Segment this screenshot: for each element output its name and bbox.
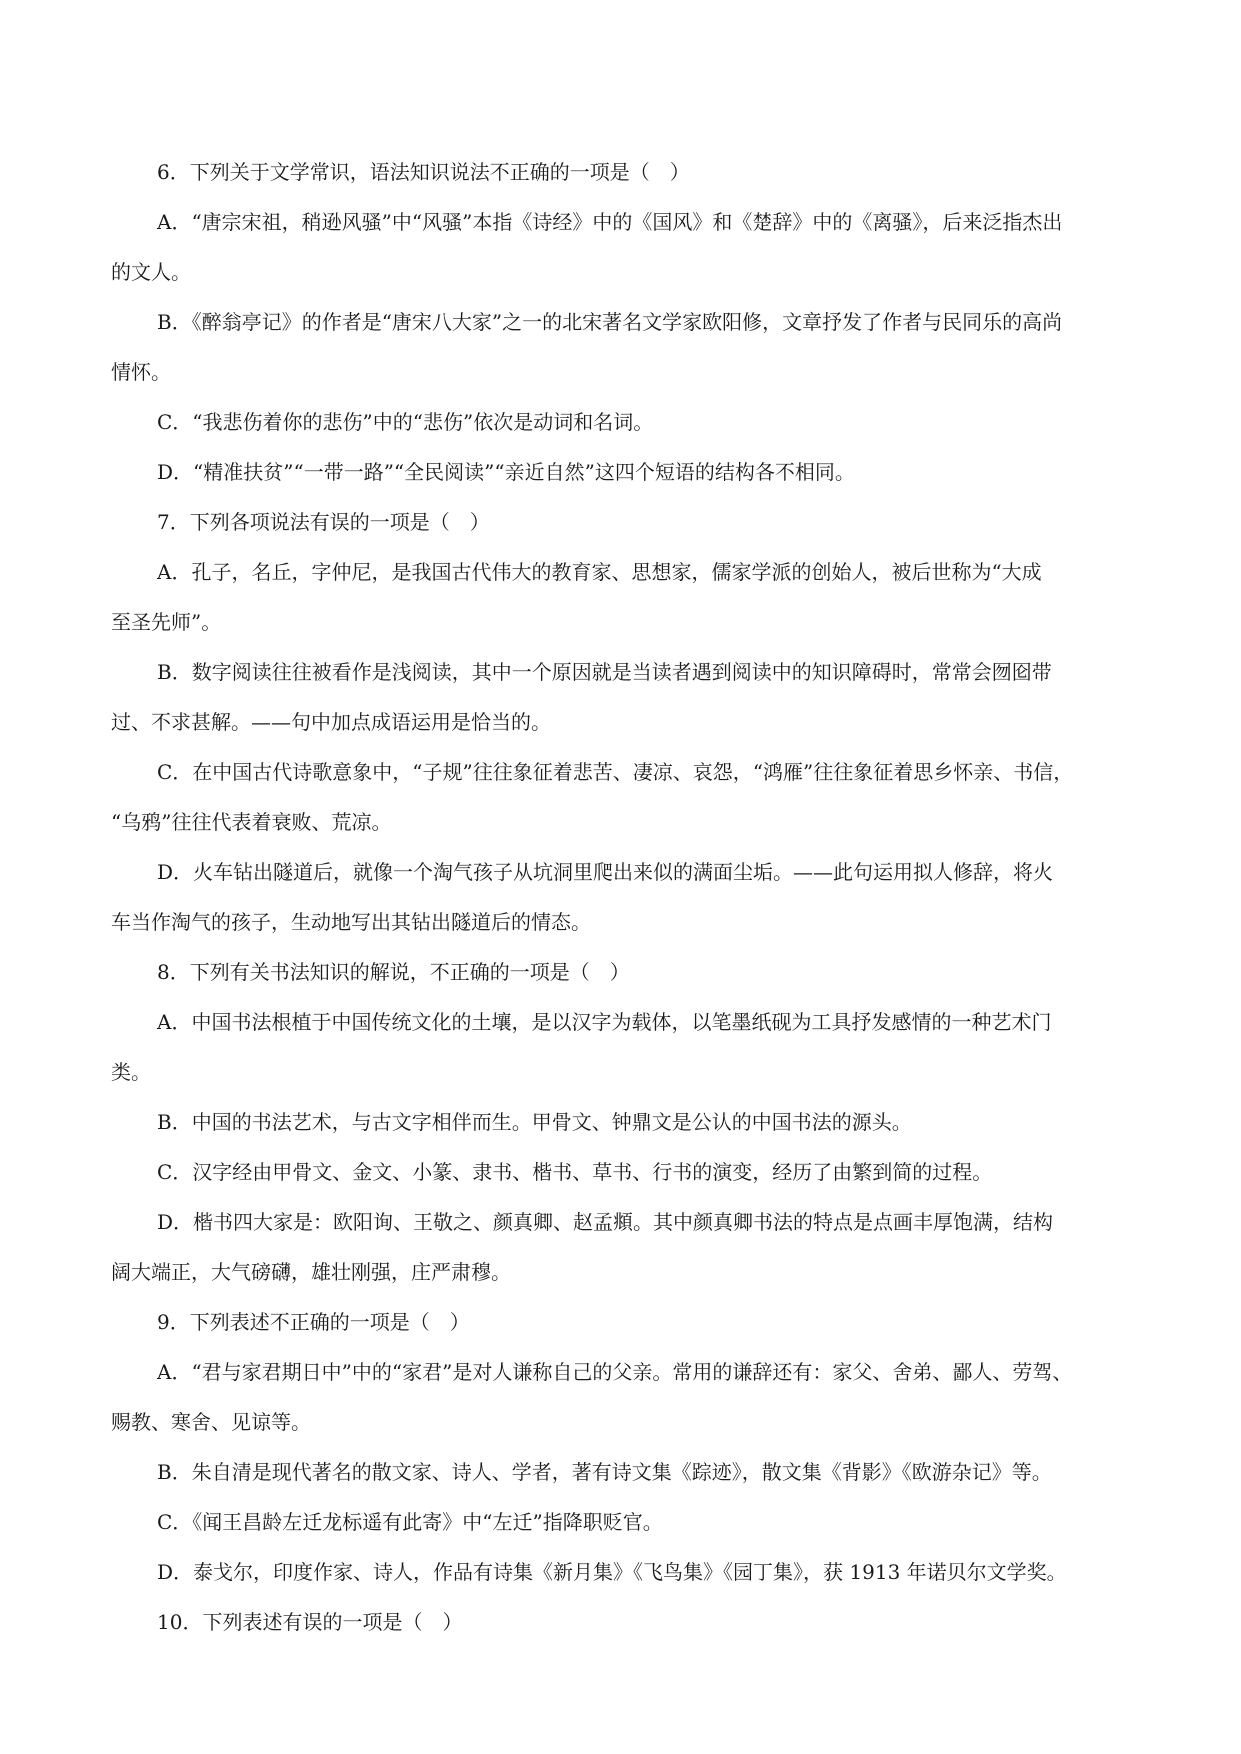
question-6-option-d: D．“精准扶贫”“一带一路”“全民阅读”“亲近自然”这四个短语的结构各不相同。 — [157, 460, 855, 484]
question-8-option-a-line-1: A．中国书法根植于中国传统文化的土壤，是以汉字为载体，以笔墨纸砚为工具抒发感情的一种艺术门 — [157, 1010, 1052, 1034]
question-7-option-c-line-2: “乌鸦”往往代表着衰败、荒凉。 — [111, 810, 392, 834]
question-9-option-a-line-2: 赐教、寒舍、见谅等。 — [111, 1410, 311, 1434]
question-6-option-c: C．“我悲伤着你的悲伤”中的“悲伤”依次是动词和名词。 — [157, 410, 654, 434]
question-8-option-d-line-1: D．楷书四大家是：欧阳询、王敬之、颜真卿、赵孟頫。其中颜真卿书法的特点是点画丰厚饱满，结构 — [157, 1210, 1054, 1234]
question-9-stem: 9．下列表述不正确的一项是（ ） — [157, 1310, 470, 1334]
question-7-option-c-line-1: C．在中国古代诗歌意象中，“子规”往往象征着悲苦、凄凉、哀怨，“鸿雁”往往象征着思乡怀亲、书信， — [157, 760, 1074, 784]
question-8-option-a-line-2: 类。 — [111, 1060, 151, 1084]
question-9-option-d: D．泰戈尔，印度作家、诗人，作品有诗集《新月集》《飞鸟集》《园丁集》，获 1913 年诺贝尔文学奖。 — [157, 1560, 1067, 1584]
question-7-option-d-line-2: 车当作淘气的孩子，生动地写出其钻出隧道后的情态。 — [111, 910, 591, 934]
question-8-stem: 8．下列有关书法知识的解说，不正确的一项是（ ） — [157, 960, 630, 984]
question-7-stem: 7．下列各项说法有误的一项是（ ） — [157, 510, 490, 534]
question-7-option-b-line-1: B．数字阅读往往被看作是浅阅读，其中一个原因就是当读者遇到阅读中的知识障碍时，常常会囫囵带 — [157, 660, 1052, 684]
question-6-stem: 6．下列关于文学常识，语法知识说法不正确的一项是（ ） — [157, 160, 690, 184]
question-7-option-a-line-1: A．孔子，名丘，字仲尼，是我国古代伟大的教育家、思想家，儒家学派的创始人，被后世称为“大成 — [157, 560, 1042, 584]
question-6-option-a-line-1: A．“唐宗宋祖，稍逊风骚”中“风骚”本指《诗经》中的《国风》和《楚辞》中的《离骚》，后来泛指杰出 — [157, 210, 1063, 234]
question-10-stem: 10．下列表述有误的一项是（ ） — [157, 1610, 463, 1634]
question-9-option-b: B．朱自清是现代著名的散文家、诗人、学者，著有诗文集《踪迹》，散文集《背影》《欧游杂记》等。 — [157, 1460, 1052, 1484]
question-6-option-b-line-1: B．《醉翁亭记》的作者是“唐宋八大家”之一的北宋著名文学家欧阳修，文章抒发了作者与民同乐的高尚 — [157, 310, 1063, 334]
question-7-option-a-line-2: 至圣先师”。 — [111, 610, 222, 634]
question-8-option-b: B．中国的书法艺术，与古文字相伴而生。甲骨文、钟鼎文是公认的中国书法的源头。 — [157, 1110, 912, 1134]
question-7-option-b-line-2: 过、不求甚解。——句中加点成语运用是恰当的。 — [111, 710, 551, 734]
question-9-option-a-line-1: A．“君与家君期日中”中的“家君”是对人谦称自己的父亲。常用的谦辞还有：家父、舍弟、鄙人、劳驾、 — [157, 1360, 1073, 1384]
question-6-option-b-line-2: 情怀。 — [111, 360, 171, 384]
question-8-option-d-line-2: 阔大端正，大气磅礴，雄壮刚强，庄严肃穆。 — [111, 1260, 511, 1284]
question-9-option-c: C．《闻王昌龄左迁龙标遥有此寄》中“左迁”指降职贬官。 — [157, 1510, 663, 1534]
question-list — [111, 147, 1131, 1647]
question-6-option-a-line-2: 的文人。 — [111, 260, 191, 284]
question-7-option-d-line-1: D．火车钻出隧道后，就像一个淘气孩子从坑洞里爬出来似的满面尘垢。——此句运用拟人修辞，将火 — [157, 860, 1054, 884]
question-8-option-c: C．汉字经由甲骨文、金文、小篆、隶书、楷书、草书、行书的演变，经历了由繁到简的过程。 — [157, 1160, 993, 1184]
